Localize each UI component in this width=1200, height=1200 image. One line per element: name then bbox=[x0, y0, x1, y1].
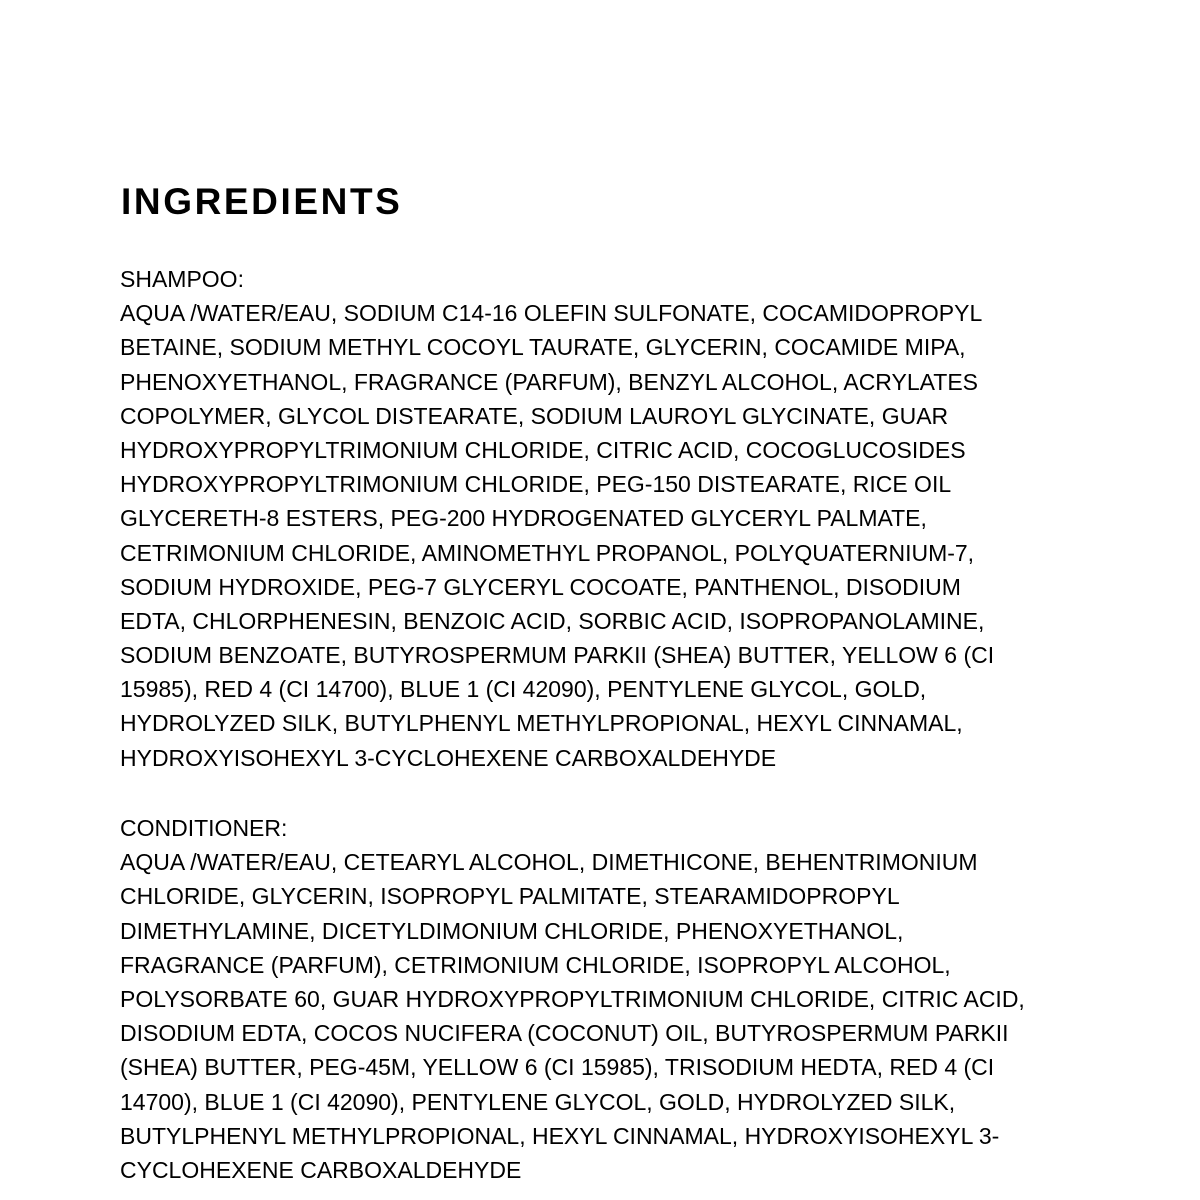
ingredient-line: EDTA, CHLORPHENESIN, BENZOIC ACID, SORBIC ACID, ISOPROPANOLAMINE, bbox=[120, 607, 985, 634]
ingredient-line: BUTYLPHENYL METHYLPROPIONAL, HEXYL CINNAMAL, HYDROXYISOHEXYL 3- bbox=[120, 1122, 1000, 1149]
ingredient-line: HYDROXYISOHEXYL 3-CYCLOHEXENE CARBOXALDEHYDE bbox=[120, 744, 777, 771]
ingredient-line: CHLORIDE, GLYCERIN, ISOPROPYL PALMITATE, STEARAMIDOPROPYL bbox=[120, 883, 900, 910]
ingredient-line: AQUA /WATER/EAU, SODIUM C14-16 OLEFIN SULFONATE, COCAMIDOPROPYL bbox=[120, 300, 983, 327]
ingredient-line: (SHEA) BUTTER, PEG-45M, YELLOW 6 (CI 15985), TRISODIUM HEDTA, RED 4 (CI bbox=[120, 1054, 995, 1081]
ingredient-line: HYDROXYPROPYLTRIMONIUM CHLORIDE, CITRIC ACID, COCOGLUCOSIDES bbox=[120, 436, 966, 463]
ingredient-line: POLYSORBATE 60, GUAR HYDROXYPROPYLTRIMONIUM CHLORIDE, CITRIC ACID, bbox=[120, 985, 1025, 1012]
ingredient-line: HYDROLYZED SILK, BUTYLPHENYL METHYLPROPIONAL, HEXYL CINNAMAL, bbox=[120, 710, 963, 737]
ingredient-line: PHENOXYETHANOL, FRAGRANCE (PARFUM), BENZYL ALCOHOL, ACRYLATES bbox=[120, 368, 978, 395]
ingredient-line: 15985), RED 4 (CI 14700), BLUE 1 (CI 42090), PENTYLENE GLYCOL, GOLD, bbox=[120, 676, 927, 703]
conditioner-section bbox=[120, 811, 1025, 1187]
ingredient-line: BETAINE, SODIUM METHYL COCOYL TAURATE, GLYCERIN, COCAMIDE MIPA, bbox=[120, 334, 966, 361]
ingredient-line: CYCLOHEXENE CARBOXALDEHYDE bbox=[120, 1156, 522, 1183]
ingredient-line: 14700), BLUE 1 (CI 42090), PENTYLENE GLYCOL, GOLD, HYDROLYZED SILK, bbox=[120, 1088, 956, 1115]
ingredient-line: AQUA /WATER/EAU, CETEARYL ALCOHOL, DIMETHICONE, BEHENTRIMONIUM bbox=[120, 849, 978, 876]
ingredient-line: GLYCERETH-8 ESTERS, PEG-200 HYDROGENATED GLYCERYL PALMATE, bbox=[120, 505, 927, 532]
shampoo-section bbox=[120, 262, 994, 775]
ingredient-line: HYDROXYPROPYLTRIMONIUM CHLORIDE, PEG-150 DISTEARATE, RICE OIL bbox=[120, 471, 952, 498]
ingredient-line: SODIUM BENZOATE, BUTYROSPERMUM PARKII (SHEA) BUTTER, YELLOW 6 (CI bbox=[120, 642, 995, 669]
section-heading: CONDITIONER: bbox=[120, 815, 288, 841]
ingredient-line: DISODIUM EDTA, COCOS NUCIFERA (COCONUT) OIL, BUTYROSPERMUM PARKII bbox=[120, 1020, 1009, 1047]
section-heading: SHAMPOO: bbox=[120, 266, 244, 292]
ingredients-page bbox=[120, 0, 1120, 1200]
ingredient-line: COPOLYMER, GLYCOL DISTEARATE, SODIUM LAUROYL GLYCINATE, GUAR bbox=[120, 402, 949, 429]
ingredient-line: FRAGRANCE (PARFUM), CETRIMONIUM CHLORIDE, ISOPROPYL ALCOHOL, bbox=[120, 951, 951, 978]
ingredient-line: CETRIMONIUM CHLORIDE, AMINOMETHYL PROPANOL, POLYQUATERNIUM-7, bbox=[120, 539, 975, 566]
ingredient-line: SODIUM HYDROXIDE, PEG-7 GLYCERYL COCOATE, PANTHENOL, DISODIUM bbox=[120, 573, 961, 600]
ingredient-line: DIMETHYLAMINE, DICETYLDIMONIUM CHLORIDE, PHENOXYETHANOL, bbox=[120, 917, 904, 944]
page-title: INGREDIENTS bbox=[121, 181, 403, 222]
